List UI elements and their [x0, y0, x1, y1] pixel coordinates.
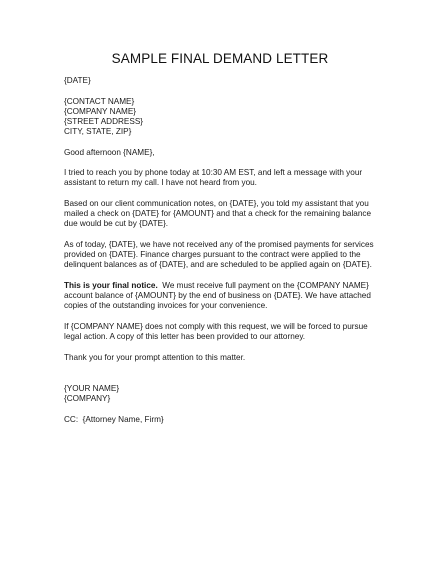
closing-line: Thank you for your prompt attention to this matter. [64, 352, 246, 362]
paragraph-line: delinquent balances as of {DATE}, and are scheduled to be applied again on {DATE}. [64, 260, 372, 270]
paragraph-line: As of today, {DATE}, we have not received any of the promised payments for services [64, 240, 374, 249]
paragraph-line: Based on our client communication notes, on {DATE}, you told my assistant that you [64, 199, 369, 209]
letter-body [64, 76, 394, 425]
signature-block [64, 384, 394, 404]
greeting: Good afternoon {NAME}, [64, 147, 155, 157]
paragraph-line: copies of the outstanding invoices for your convenience. [64, 301, 268, 311]
signature-company: {COMPANY} [64, 393, 111, 403]
address-line: {COMPANY NAME} [64, 106, 137, 116]
paragraph-legal-action [64, 322, 394, 342]
paragraph-line: legal action. A copy of this letter has been provided to our attorney. [64, 331, 306, 341]
address-line: {STREET ADDRESS} [64, 116, 144, 126]
recipient-address [64, 97, 394, 137]
signature-name: {YOUR NAME} [64, 383, 120, 393]
paragraph-payments-status [64, 240, 394, 270]
address-line: CITY, STATE, ZIP} [64, 126, 132, 136]
paragraph-phone-call [64, 168, 394, 188]
final-notice-emphasis: This is your final notice. [64, 280, 158, 290]
address-line: {CONTACT NAME} [64, 96, 135, 106]
paragraph-line: due would be cut by {DATE}. [64, 219, 169, 229]
cc-line: CC: {Attorney Name, Firm} [64, 415, 164, 424]
letter-date: {DATE} [64, 76, 91, 85]
document-title: SAMPLE FINAL DEMAND LETTER [111, 51, 329, 66]
paragraph-communication-notes [64, 199, 394, 229]
paragraph-line: We must receive full payment on the {COMPANY NAME} [157, 280, 369, 290]
paragraph-line: mailed a check on {DATE} for {AMOUNT} and that a check for the remaining balance [64, 209, 372, 219]
paragraph-line: I tried to reach you by phone today at 10:30 AM EST, and left a message with your [64, 168, 363, 178]
paragraph-line: account balance of {AMOUNT} by the end of business on {DATE}. We have attached [64, 290, 371, 300]
paragraph-line: assistant to return my call. I have not heard from you. [64, 178, 257, 188]
paragraph-final-notice [64, 281, 394, 311]
paragraph-line: If {COMPANY NAME} does not comply with this request, we will be forced to pursue [64, 321, 368, 331]
paragraph-line: provided on {DATE}. Finance charges pursuant to the contract were applied to the [64, 250, 361, 260]
